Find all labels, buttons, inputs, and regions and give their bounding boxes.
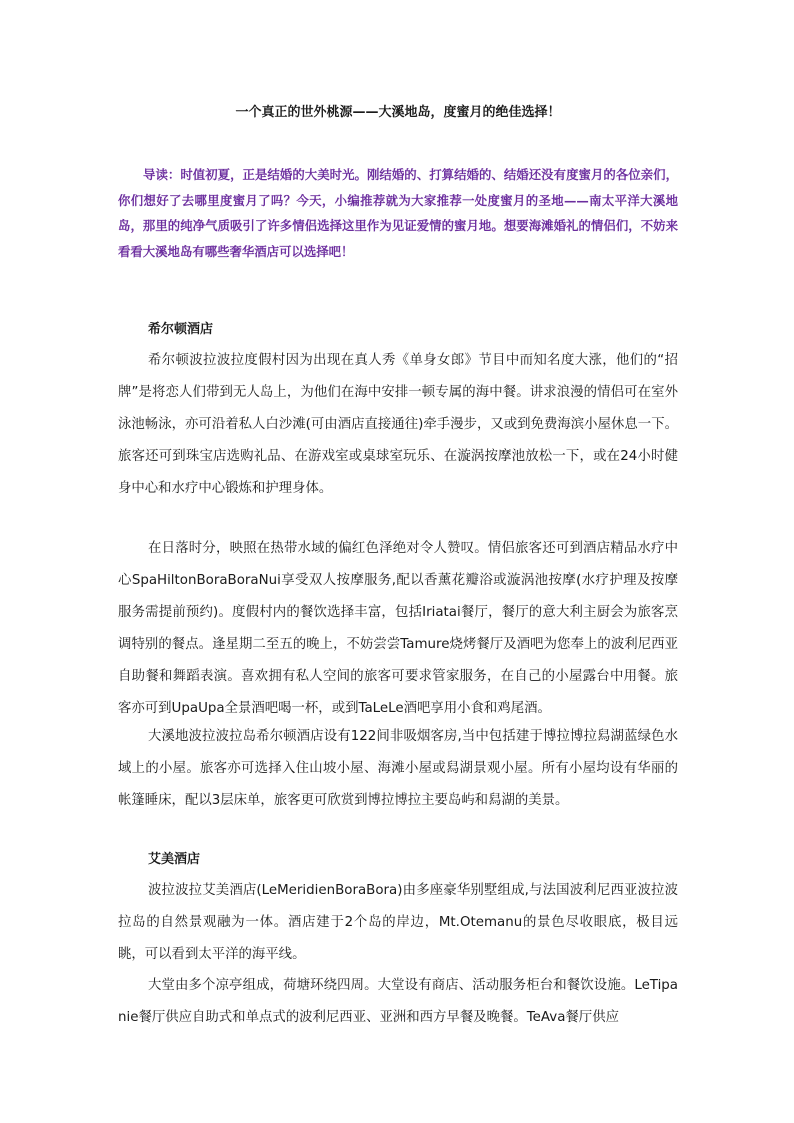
meridien-paragraph-1: 波拉波拉艾美酒店(LeMeridienBoraBora)由多座豪华别墅组成,与法国波利尼西亚波拉波拉岛的自然景观融为一体。酒店建于2个岛的岸边，Mt.Otemanu的景色尽收眼底，极目远眺，可以看到太平洋的海平线。 xyxy=(118,883,678,962)
hilton-paragraph-1: 希尔顿波拉波拉度假村因为出现在真人秀《单身女郎》节目中而知名度大涨，他们的“招牌”是将恋人们带到无人岛上，为他们在海中安排一顿专属的海中餐。讲求浪漫的情侣可在室外泳池畅泳，亦可沿着私人白沙滩(可由酒店直接通往)牵手漫步，又或到免费海滨小屋休息一下。旅客还可到珠宝店选购礼品、在游戏室或桌球室玩乐、在漩涡按摩池放松一下，或在24小时健身中心和水疗中心锻炼和护理身体。 xyxy=(118,353,678,496)
hilton-paragraph-2: 在日落时分，映照在热带水域的偏红色泽绝对令人赞叹。情侣旅客还可到酒店精品水疗中心SpaHiltonBoraBoraNui享受双人按摩服务,配以香薰花瓣浴或漩涡池按摩(水疗护理及按摩服务需提前预约)。度假村内的餐饮选择丰富，包括Iriatai餐厅，餐厅的意大利主厨会为旅客烹调特别的餐点。逢星期二至五的晚上，不妨尝尝Tamure烧烤餐厅及酒吧为您奉上的波利尼西亚自助餐和舞蹈表演。喜欢拥有私人空间的旅客可要求管家服务，在自己的小屋露台中用餐。旅客亦可到UpaUpa全景酒吧喝一杯，或到TaLeLe酒吧享用小食和鸡尾酒。 xyxy=(118,541,678,716)
meridien-paragraph-2: 大堂由多个凉亭组成，荷塘环绕四周。大堂设有商店、活动服务柜台和餐饮设施。LeTipanie餐厅供应自助式和单点式的波利尼西亚、亚洲和西方早餐及晚餐。TeAva餐厅供应 xyxy=(118,978,678,1025)
intro-paragraph: 导读：时值初夏，正是结婚的大美时光。刚结婚的、打算结婚的、结婚还没有度蜜月的各位亲们，你们想好了去哪里度蜜月了吗？今天，小编推荐就为大家推荐一处度蜜月的圣地——南太平洋大溪地岛，那里的纯净气质吸引了许多情侣选择这里作为见证爱情的蜜月地。想要海滩婚礼的情侣们，不妨来看看大溪地岛有哪些奢华酒店可以选择吧！ xyxy=(118,167,678,259)
section-heading-meridien: 艾美酒店 xyxy=(148,852,201,867)
section-heading-hilton: 希尔顿酒店 xyxy=(148,322,214,337)
hilton-paragraph-3: 大溪地波拉波拉岛希尔顿酒店设有122间非吸烟客房,当中包括建于博拉博拉舄湖蓝绿色水域上的小屋。旅客亦可选择入住山坡小屋、海滩小屋或舄湖景观小屋。所有小屋均设有华丽的帐篷睡床，配以3层床单，旅客更可欣赏到博拉博拉主要岛屿和舄湖的美景。 xyxy=(118,729,678,808)
page-title: 一个真正的世外桃源——大溪地岛，度蜜月的绝佳选择！ xyxy=(235,105,561,120)
